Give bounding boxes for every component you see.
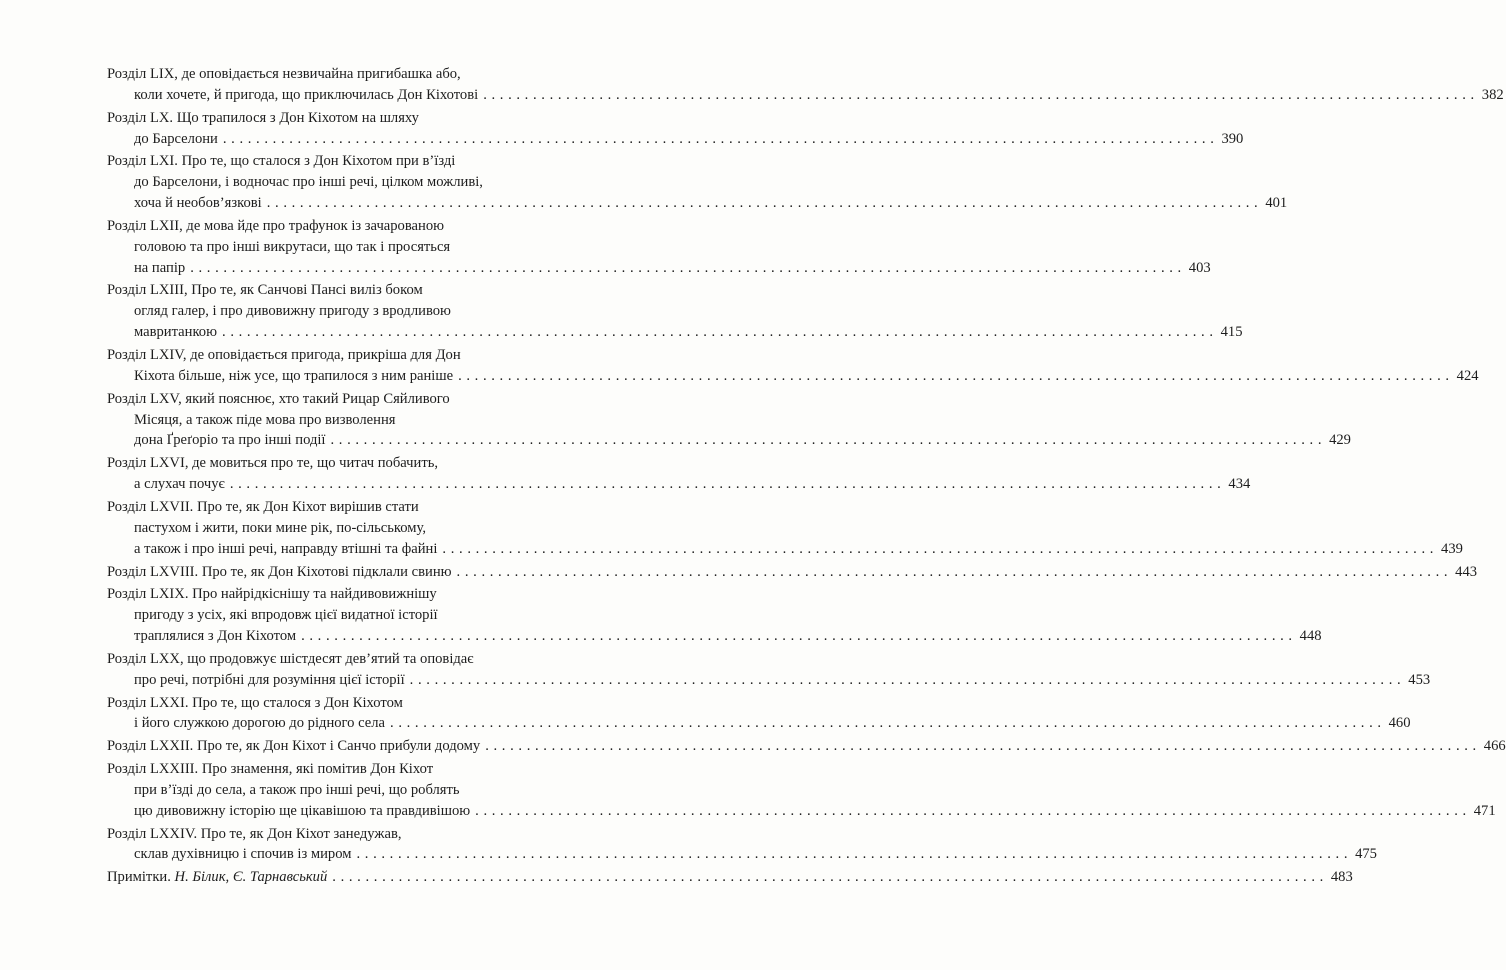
page-number: 434	[1228, 476, 1251, 493]
toc-entry-text: пригоду з усіх, які впродовж цієї видатної історії	[134, 607, 438, 624]
toc-entry[interactable]	[107, 453, 1251, 495]
toc-entry[interactable]	[107, 824, 1377, 866]
toc-entry-line	[107, 410, 567, 431]
toc-entry[interactable]	[107, 584, 1322, 647]
dot-leader: . . . . . . . . . . . . . . . . . . . . . . . . . . . . . . . . . . . . . . . . . . . . . . . . . . . . . . . . . . . . . . . . . . . . . . . . . . . . . . . . . . . . . . . . . . . . . . . . . . . . . . . . . . . . . . . . . . . . . . . .	[409, 671, 1402, 688]
toc-entry[interactable]	[107, 108, 1244, 150]
toc-entry-last-line	[134, 193, 1288, 214]
toc-entry-text: Розділ LXIII, Про те, як Санчові Пансі виліз боком	[107, 282, 423, 299]
toc-entry-text: Розділ LXI. Про те, що сталося з Дон Кіхотом при в’їзді	[107, 153, 456, 170]
toc-entry-text: при в’їзді до села, а також про інші речі, що роблять	[134, 781, 460, 798]
dot-leader: . . . . . . . . . . . . . . . . . . . . . . . . . . . . . . . . . . . . . . . . . . . . . . . . . . . . . . . . . . . . . . . . . . . . . . . . . . . . . . . . . . . . . . . . . . . . . . . . . . . . . . . . . . . . . . . . . . . . . . . .	[266, 195, 1259, 212]
toc-entry-last-line	[134, 474, 1251, 495]
dot-leader: . . . . . . . . . . . . . . . . . . . . . . . . . . . . . . . . . . . . . . . . . . . . . . . . . . . . . . . . . . . . . . . . . . . . . . . . . . . . . . . . . . . . . . . . . . . . . . . . . . . . . . . . . . . . . . . . . . . . . . . .	[301, 628, 1293, 645]
dot-leader: . . . . . . . . . . . . . . . . . . . . . . . . . . . . . . . . . . . . . . . . . . . . . . . . . . . . . . . . . . . . . . . . . . . . . . . . . . . . . . . . . . . . . . . . . . . . . . . . . . . . . . . . . . . . . . . . . . . . . . . .	[229, 476, 1222, 493]
toc-entry-line	[107, 280, 567, 301]
toc-entry-text: і його служкою дорогою до рідного села	[134, 715, 386, 732]
toc-entry-text: Розділ LXIV, де оповідається пригода, прикріша для Дон	[107, 347, 461, 364]
page-number: 390	[1221, 130, 1244, 147]
toc-entry-line	[107, 389, 567, 410]
page-number: 453	[1408, 671, 1431, 688]
toc-entry[interactable]	[107, 736, 1506, 757]
toc-entry-line	[107, 693, 567, 714]
page-number: 475	[1355, 846, 1377, 863]
page-number: 401	[1265, 195, 1288, 212]
toc-entry-last-line	[134, 626, 1322, 647]
dot-leader: . . . . . . . . . . . . . . . . . . . . . . . . . . . . . . . . . . . . . . . . . . . . . . . . . . . . . . . . . . . . . . . . . . . . . . . . . . . . . . . . . . . . . . . . . . . . . . . . . . . . . . . . . . . . . . . . . . . . . . . .	[390, 715, 1382, 732]
dot-leader: . . . . . . . . . . . . . . . . . . . . . . . . . . . . . . . . . . . . . . . . . . . . . . . . . . . . . . . . . . . . . . . . . . . . . . . . . . . . . . . . . . . . . . . . . . . . . . . . . . . . . . . . . . . . . . . . . . . . . . . .	[222, 130, 1215, 147]
toc-entry-text	[107, 867, 327, 888]
toc-entry-line	[107, 649, 567, 670]
dot-leader: . . . . . . . . . . . . . . . . . . . . . . . . . . . . . . . . . . . . . . . . . . . . . . . . . . . . . . . . . . . . . . . . . . . . . . . . . . . . . . . . . . . . . . . . . . . . . . . . . . . . . . . . . . . . . . . . . . . . . . . .	[442, 540, 1434, 557]
page-number: 429	[1329, 432, 1351, 449]
toc-entry-line	[107, 151, 567, 172]
dot-leader: . . . . . . . . . . . . . . . . . . . . . . . . . . . . . . . . . . . . . . . . . . . . . . . . . . . . . . . . . . . . . . . . . . . . . . . . . . . . . . . . . . . . . . . . . . . . . . . . . . . . . . . . . . . . . . . . . . . . . . . .	[190, 259, 1182, 276]
toc-entry-text: Кіхота більше, ніж усе, що трапилося з ним раніше	[134, 367, 454, 384]
toc-entry[interactable]	[107, 345, 1479, 387]
toc-entry-text: дона Ґреґоріо та про інші події	[134, 432, 326, 449]
toc-entry-text: Розділ LXXI. Про те, що сталося з Дон Кіхотом	[107, 694, 403, 711]
toc-entry[interactable]	[107, 693, 1411, 735]
toc-entry-line	[107, 345, 567, 366]
toc-entry[interactable]	[107, 759, 1496, 822]
toc-entry-text: до Барселони	[134, 130, 218, 147]
toc-entry-text: Розділ LX. Що трапилося з Дон Кіхотом на шляху	[107, 109, 419, 126]
toc-entry-last-line	[107, 867, 1353, 888]
toc-entry-text: мавританкою	[134, 324, 218, 341]
toc-entry[interactable]	[107, 562, 1478, 583]
dot-leader: . . . . . . . . . . . . . . . . . . . . . . . . . . . . . . . . . . . . . . . . . . . . . . . . . . . . . . . . . . . . . . . . . . . . . . . . . . . . . . . . . . . . . . . . . . . . . . . . . . . . . . . . . . . . . . . . . . . . . . . .	[483, 86, 1475, 103]
toc-entry-text: Розділ LXVIII. Про те, як Дон Кіхотові підклали свиню	[107, 563, 452, 580]
toc-entry-line	[107, 108, 567, 129]
notes-label: Примітки.	[107, 869, 171, 886]
toc-entry-line	[107, 64, 567, 85]
toc-entry-text: Розділ LXIX. Про найрідкіснішу та найдивовижнішу	[107, 586, 437, 603]
page-number: 471	[1473, 802, 1496, 819]
page-number: 483	[1330, 869, 1353, 886]
toc-entry-text: склав духівницю і спочив із миром	[134, 846, 352, 863]
dot-leader: . . . . . . . . . . . . . . . . . . . . . . . . . . . . . . . . . . . . . . . . . . . . . . . . . . . . . . . . . . . . . . . . . . . . . . . . . . . . . . . . . . . . . . . . . . . . . . . . . . . . . . . . . . . . . . . . . . . . . . . .	[456, 563, 1449, 580]
toc-entry[interactable]	[107, 389, 1351, 452]
page-number: 466	[1483, 738, 1506, 755]
page-number: 448	[1299, 628, 1322, 645]
toc-entry-text: Розділ LXXIV. Про те, як Дон Кіхот занедужав,	[107, 825, 402, 842]
toc-entry-last-line	[134, 430, 1351, 451]
toc-entry[interactable]	[107, 280, 1243, 343]
toc-entry-line	[107, 301, 567, 322]
toc-entry-line	[107, 759, 567, 780]
toc-entry-last-line	[134, 85, 1504, 106]
toc-entry[interactable]	[107, 151, 1288, 214]
toc-entry-text: а слухач почує	[134, 476, 225, 493]
toc-entry-notes[interactable]	[107, 867, 1353, 888]
dot-leader: . . . . . . . . . . . . . . . . . . . . . . . . . . . . . . . . . . . . . . . . . . . . . . . . . . . . . . . . . . . . . . . . . . . . . . . . . . . . . . . . . . . . . . . . . . . . . . . . . . . . . . . . . . . . . . . . . . . . . . . .	[475, 802, 1467, 819]
toc-entry-text: траплялися з Дон Кіхотом	[134, 628, 297, 645]
toc-entry-line	[107, 216, 567, 237]
toc-entry[interactable]	[107, 64, 1504, 106]
toc-entry-text: головою та про інші викрутаси, що так і просяться	[134, 238, 451, 255]
toc-entry-text: Розділ LXXII. Про те, як Дон Кіхот і Санчо прибули додому	[107, 738, 481, 755]
toc-entry-text: про речі, потрібні для розуміння цієї історії	[134, 671, 405, 688]
toc-entry-last-line	[107, 562, 1478, 583]
toc-entry-text: Розділ LXII, де мова йде про трафунок із зачарованою	[107, 217, 445, 234]
toc-entry-line	[107, 518, 567, 539]
table-of-contents	[107, 64, 1506, 890]
toc-entry[interactable]	[107, 649, 1431, 691]
toc-entry-last-line	[134, 670, 1431, 691]
page-number: 424	[1456, 367, 1479, 384]
toc-entry-line	[107, 497, 567, 518]
dot-leader: . . . . . . . . . . . . . . . . . . . . . . . . . . . . . . . . . . . . . . . . . . . . . . . . . . . . . . . . . . . . . . . . . . . . . . . . . . . . . . . . . . . . . . . . . . . . . . . . . . . . . . . . . . . . . . . . . . . . . . . .	[332, 869, 1324, 886]
toc-entry-last-line	[134, 713, 1411, 734]
toc-entry[interactable]	[107, 497, 1463, 560]
toc-entry-line	[107, 780, 567, 801]
toc-entry[interactable]	[107, 216, 1211, 279]
toc-entry-line	[107, 237, 567, 258]
toc-entry-text: хоча й необов’язкові	[134, 195, 262, 212]
page-number: 403	[1188, 259, 1211, 276]
page-number: 443	[1455, 563, 1478, 580]
toc-entry-last-line	[134, 844, 1377, 865]
dot-leader: . . . . . . . . . . . . . . . . . . . . . . . . . . . . . . . . . . . . . . . . . . . . . . . . . . . . . . . . . . . . . . . . . . . . . . . . . . . . . . . . . . . . . . . . . . . . . . . . . . . . . . . . . . . . . . . . . . . . . . . .	[356, 846, 1348, 863]
page-number: 439	[1441, 540, 1463, 557]
toc-entry-text: Розділ LXV, який пояснює, хто такий Рицар Сяйливого	[107, 390, 450, 407]
toc-entry-text: Розділ LXVI, де мовиться про те, що читач побачить,	[107, 455, 438, 472]
toc-entry-text: пастухом і жити, поки мине рік, по-сільському,	[134, 519, 427, 536]
page-number: 415	[1220, 324, 1243, 341]
dot-leader: . . . . . . . . . . . . . . . . . . . . . . . . . . . . . . . . . . . . . . . . . . . . . . . . . . . . . . . . . . . . . . . . . . . . . . . . . . . . . . . . . . . . . . . . . . . . . . . . . . . . . . . . . . . . . . . . . . . . . . . .	[222, 324, 1214, 341]
toc-entry-last-line	[134, 539, 1463, 560]
toc-entry-text: Розділ LXX, що продовжує шістдесят дев’ятий та оповідає	[107, 650, 474, 667]
toc-entry-text: на папір	[134, 259, 186, 276]
toc-entry-line	[107, 584, 567, 605]
toc-entry-text: Місяця, а також піде мова про визволення	[134, 411, 396, 428]
toc-entry-line	[107, 605, 567, 626]
toc-entry-text: Розділ LXXIII. Про знамення, які помітив Дон Кіхот	[107, 760, 434, 777]
toc-entry-text: цю дивовижну історію ще цікавішою та правдивішою	[134, 802, 471, 819]
page-number: 382	[1481, 86, 1504, 103]
toc-entry-last-line	[134, 322, 1243, 343]
notes-authors: Н. Білик, Є. Тарнавський	[174, 869, 328, 886]
toc-entry-last-line	[134, 366, 1479, 387]
toc-entry-last-line	[134, 258, 1211, 279]
toc-entry-text: Розділ LIX, де оповідається незвичайна пригибашка або,	[107, 66, 461, 82]
toc-entry-text: до Барселони, і водночас про інші речі, цілком можливі,	[134, 174, 483, 191]
toc-entry-line	[107, 824, 567, 845]
toc-entry-last-line	[134, 801, 1496, 822]
dot-leader: . . . . . . . . . . . . . . . . . . . . . . . . . . . . . . . . . . . . . . . . . . . . . . . . . . . . . . . . . . . . . . . . . . . . . . . . . . . . . . . . . . . . . . . . . . . . . . . . . . . . . . . . . . . . . . . . . . . . . . . .	[330, 432, 1322, 449]
toc-entry-text: огляд галер, і про дивовижну пригоду з вродливою	[134, 303, 451, 320]
toc-entry-last-line	[134, 129, 1244, 150]
dot-leader: . . . . . . . . . . . . . . . . . . . . . . . . . . . . . . . . . . . . . . . . . . . . . . . . . . . . . . . . . . . . . . . . . . . . . . . . . . . . . . . . . . . . . . . . . . . . . . . . . . . . . . . . . . . . . . . . . . . . . . . .	[485, 738, 1477, 755]
toc-entry-line	[107, 453, 567, 474]
toc-entry-line	[107, 172, 567, 193]
dot-leader: . . . . . . . . . . . . . . . . . . . . . . . . . . . . . . . . . . . . . . . . . . . . . . . . . . . . . . . . . . . . . . . . . . . . . . . . . . . . . . . . . . . . . . . . . . . . . . . . . . . . . . . . . . . . . . . . . . . . . . . .	[458, 367, 1450, 384]
page-number: 460	[1388, 715, 1411, 732]
toc-entry-text: коли хочете, й пригода, що приключилась Дон Кіхотові	[134, 86, 479, 103]
toc-entry-text: Розділ LXVII. Про те, як Дон Кіхот вирішив стати	[107, 498, 419, 515]
toc-entry-last-line	[107, 736, 1506, 757]
toc-entry-text: а також і про інші речі, направду втішні та файні	[134, 540, 438, 557]
